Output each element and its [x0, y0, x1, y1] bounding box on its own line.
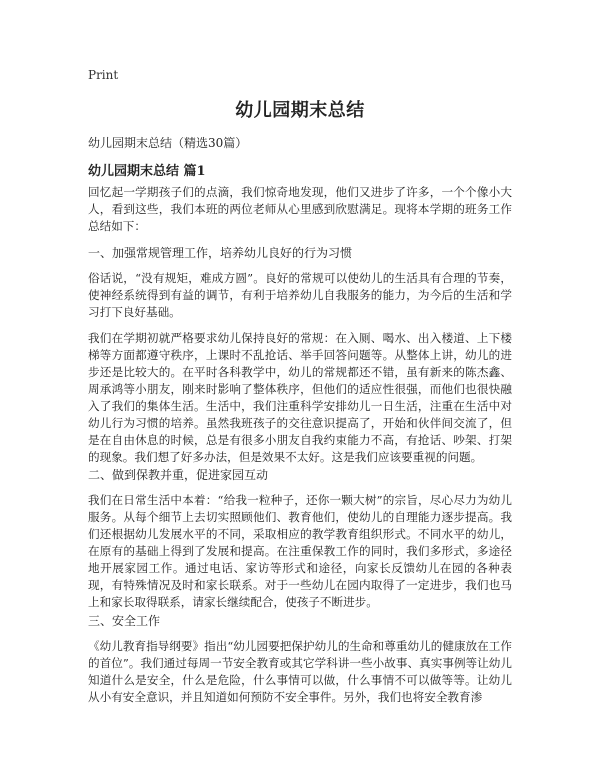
paragraph-routine-details: 我们在学期初就严格要求幼儿保持良好的常规：在入厕、喝水、出入楼道、上下楼梯等方面都遵守秩序，上课时不乱抢话、举手回答问题等。从整体上讲，幼儿的进步还是比较大的。在平时各科教学中，幼儿的常规都还不错，虽有新来的陈杰鑫、周承鸿等小朋友，刚来时影响了整体秩序，但他们的适应性很强，而他们也很快融入了我们的集体生活。生活中，我们注重科学安排幼儿一日生活，注重在生活中对幼儿行为习惯的培养。虽然我班孩子的交往意识提高了，开始和伙伴间交流了，但是在自由休息的时候，总是有很多小朋友自我约束能力不高，有抢话、吵架、打架的现象。我们想了好多办法，但是效果不太好。这是我们应该要重视的问题。	[88, 331, 512, 464]
intro-paragraph: 回忆起一学期孩子们的点滴，我们惊奇地发现，他们又进步了许多，一个个像小大人，看到这些，我们本班的两位老师从心里感到欣慰满足。现将本学期的班务工作总结如下：	[88, 185, 512, 233]
paragraph-routine-intro: 俗话说，“没有规矩，难成方圆”。良好的常规可以使幼儿的生活具有合理的节奏，使神经系统得到有益的调节，有利于培养幼儿自我服务的能力，为今后的生活和学习打下良好基础。	[88, 271, 512, 319]
section-heading: 幼儿园期末总结 篇1	[88, 164, 206, 179]
heading-safety: 三、安全工作	[88, 614, 161, 628]
page-title: 幼儿园期末总结	[235, 100, 365, 121]
paragraph-care-education: 我们在日常生活中本着：“给我一粒种子，还你一颗大树”的宗旨，尽心尽力为幼儿服务。从每个细节上去切实照顾他们、教育他们，使幼儿的自理能力逐步提高。我们还根据幼儿发展水平的不同，采取相应的教学教育组织形式。不同水平的幼儿，在原有的基础上得到了发展和提高。在注重保教工作的同时，我们多形式，多途径地开展家园工作。通过电话、家访等形式和途径，向家长反馈幼儿在园的各种表现，有特殊情况及时和家长联系。对于一些幼儿在园内取得了一定进步，我们也马上和家长取得联系，请家长继续配合，使孩子不断进步。	[88, 493, 512, 609]
document-subtitle: 幼儿园期末总结（精选30篇）	[88, 136, 248, 150]
print-link[interactable]: Print	[88, 68, 119, 82]
paragraph-safety: 《幼儿教育指导纲要》指出“幼儿园要把保护幼儿的生命和尊重幼儿的健康放在工作的首位”。我们通过每周一节安全教育或其它学科讲一些小故事、真实事例等让幼儿知道什么是安全，什么是危险，什么事情可以做，什么事情不可以做等等。让幼儿从小有安全意识，并且知道如何预防不安全事件。另外，我们也将安全教育渗	[88, 639, 512, 704]
heading-care-education: 二、做到保教并重，促进家园互动	[88, 468, 269, 482]
heading-routine-management: 一、加强常规管理工作，培养幼儿良好的行为习惯	[88, 246, 353, 260]
